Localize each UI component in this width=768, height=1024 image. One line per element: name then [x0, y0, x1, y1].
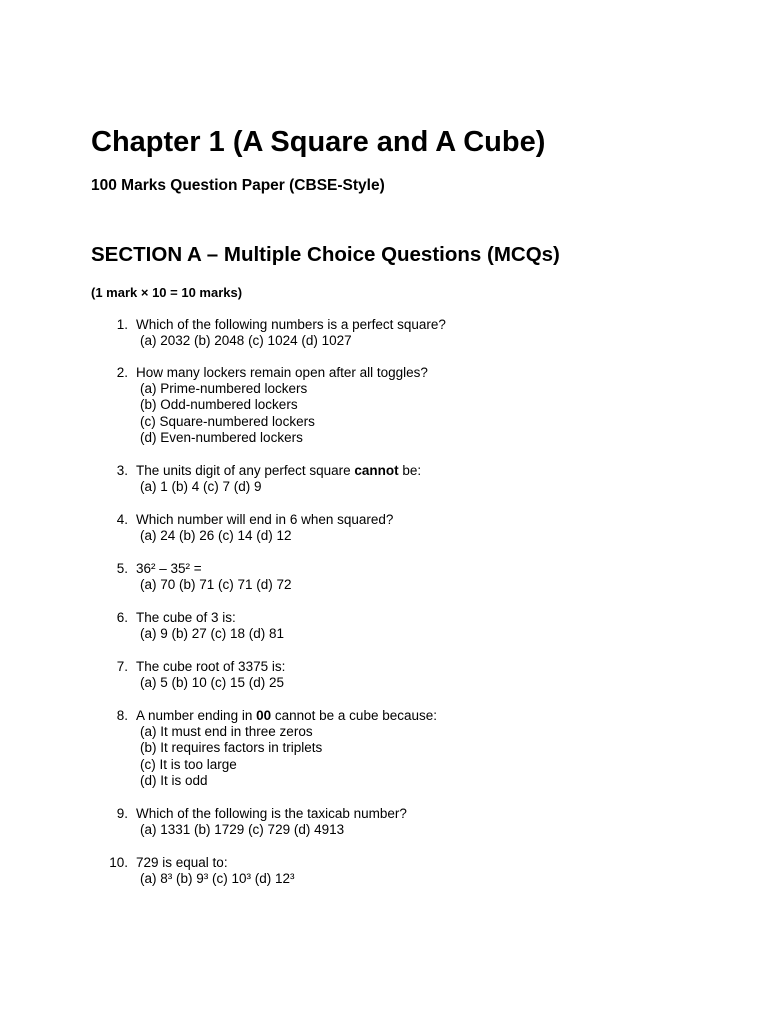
question-number: 7.	[116, 659, 128, 674]
question-body	[136, 708, 437, 789]
answer-option: (a) 24 (b) 26 (c) 14 (d) 12	[140, 528, 292, 544]
question-number: 4.	[116, 512, 128, 527]
question-number: 3.	[116, 463, 128, 478]
question-stem-text: A number ending in	[136, 708, 257, 723]
question-stem	[136, 855, 295, 871]
question-stem-text: The cube of 3 is:	[136, 610, 236, 625]
question-stem	[136, 708, 437, 724]
answer-option: (a) 8³ (b) 9³ (c) 10³ (d) 12³	[140, 871, 295, 887]
marks-note: (1 mark × 10 = 10 marks)	[91, 285, 243, 300]
answer-option: (d) Even-numbered lockers	[140, 429, 303, 445]
question-body	[136, 561, 292, 593]
question-body	[136, 512, 393, 544]
question-stem-text: How many lockers remain open after all toggles?	[136, 365, 428, 380]
question-stem	[136, 512, 393, 528]
answer-option: (a) Prime-numbered lockers	[140, 381, 308, 397]
question-stem-emphasis: 00	[256, 708, 272, 723]
question-body	[136, 365, 428, 446]
question-stem-text: The units digit of any perfect square	[136, 463, 355, 478]
question-stem-text: 729 is equal to:	[136, 855, 228, 870]
page-title: Chapter 1 (A Square and A Cube)	[91, 126, 546, 158]
question-number: 9.	[116, 806, 128, 821]
question-number: 10.	[109, 855, 128, 870]
question-stem-text: Which number will end in 6 when squared?	[136, 512, 394, 527]
question-stem-text: cannot be a cube because:	[271, 708, 438, 723]
question-stem	[136, 463, 421, 479]
answer-option: (a) 1331 (b) 1729 (c) 729 (d) 4913	[140, 822, 345, 838]
answer-option: (a) 5 (b) 10 (c) 15 (d) 25	[140, 675, 285, 691]
answer-option: (c) It is too large	[140, 756, 237, 772]
answer-option: (a) It must end in three zeros	[140, 724, 313, 740]
answer-option: (d) It is odd	[140, 772, 208, 788]
question-body	[136, 659, 285, 691]
question-stem-text: be:	[398, 463, 422, 478]
answer-option: (c) Square-numbered lockers	[140, 413, 315, 429]
question-body	[136, 463, 421, 495]
question-stem-text: 36² – 35² =	[136, 561, 202, 576]
section-heading: SECTION A – Multiple Choice Questions (MCQs)	[91, 243, 560, 266]
question-stem	[136, 610, 284, 626]
question-body	[136, 855, 295, 887]
question-number: 8.	[116, 708, 128, 723]
question-number: 2.	[116, 365, 128, 380]
question-number: 5.	[116, 561, 128, 576]
question-stem-text: The cube root of 3375 is:	[136, 659, 286, 674]
question-body	[136, 610, 284, 642]
answer-option: (a) 2032 (b) 2048 (c) 1024 (d) 1027	[140, 333, 352, 349]
question-body	[136, 317, 446, 349]
answer-option: (a) 9 (b) 27 (c) 18 (d) 81	[140, 626, 285, 642]
question-body	[136, 806, 407, 838]
question-number: 6.	[116, 610, 128, 625]
question-stem-text: Which of the following is the taxicab number?	[136, 806, 407, 821]
answer-option: (b) It requires factors in triplets	[140, 740, 323, 756]
page-subtitle: 100 Marks Question Paper (CBSE-Style)	[91, 177, 385, 194]
question-stem	[136, 317, 446, 333]
answer-option: (a) 70 (b) 71 (c) 71 (d) 72	[140, 577, 292, 593]
answer-option: (b) Odd-numbered lockers	[140, 397, 298, 413]
question-stem-text: Which of the following numbers is a perfect square?	[136, 317, 446, 332]
question-stem	[136, 365, 428, 381]
question-stem	[136, 659, 285, 675]
question-stem	[136, 561, 292, 577]
question-number: 1.	[116, 317, 128, 332]
question-stem	[136, 806, 407, 822]
question-stem-emphasis: cannot	[354, 463, 399, 478]
answer-option: (a) 1 (b) 4 (c) 7 (d) 9	[140, 479, 262, 495]
